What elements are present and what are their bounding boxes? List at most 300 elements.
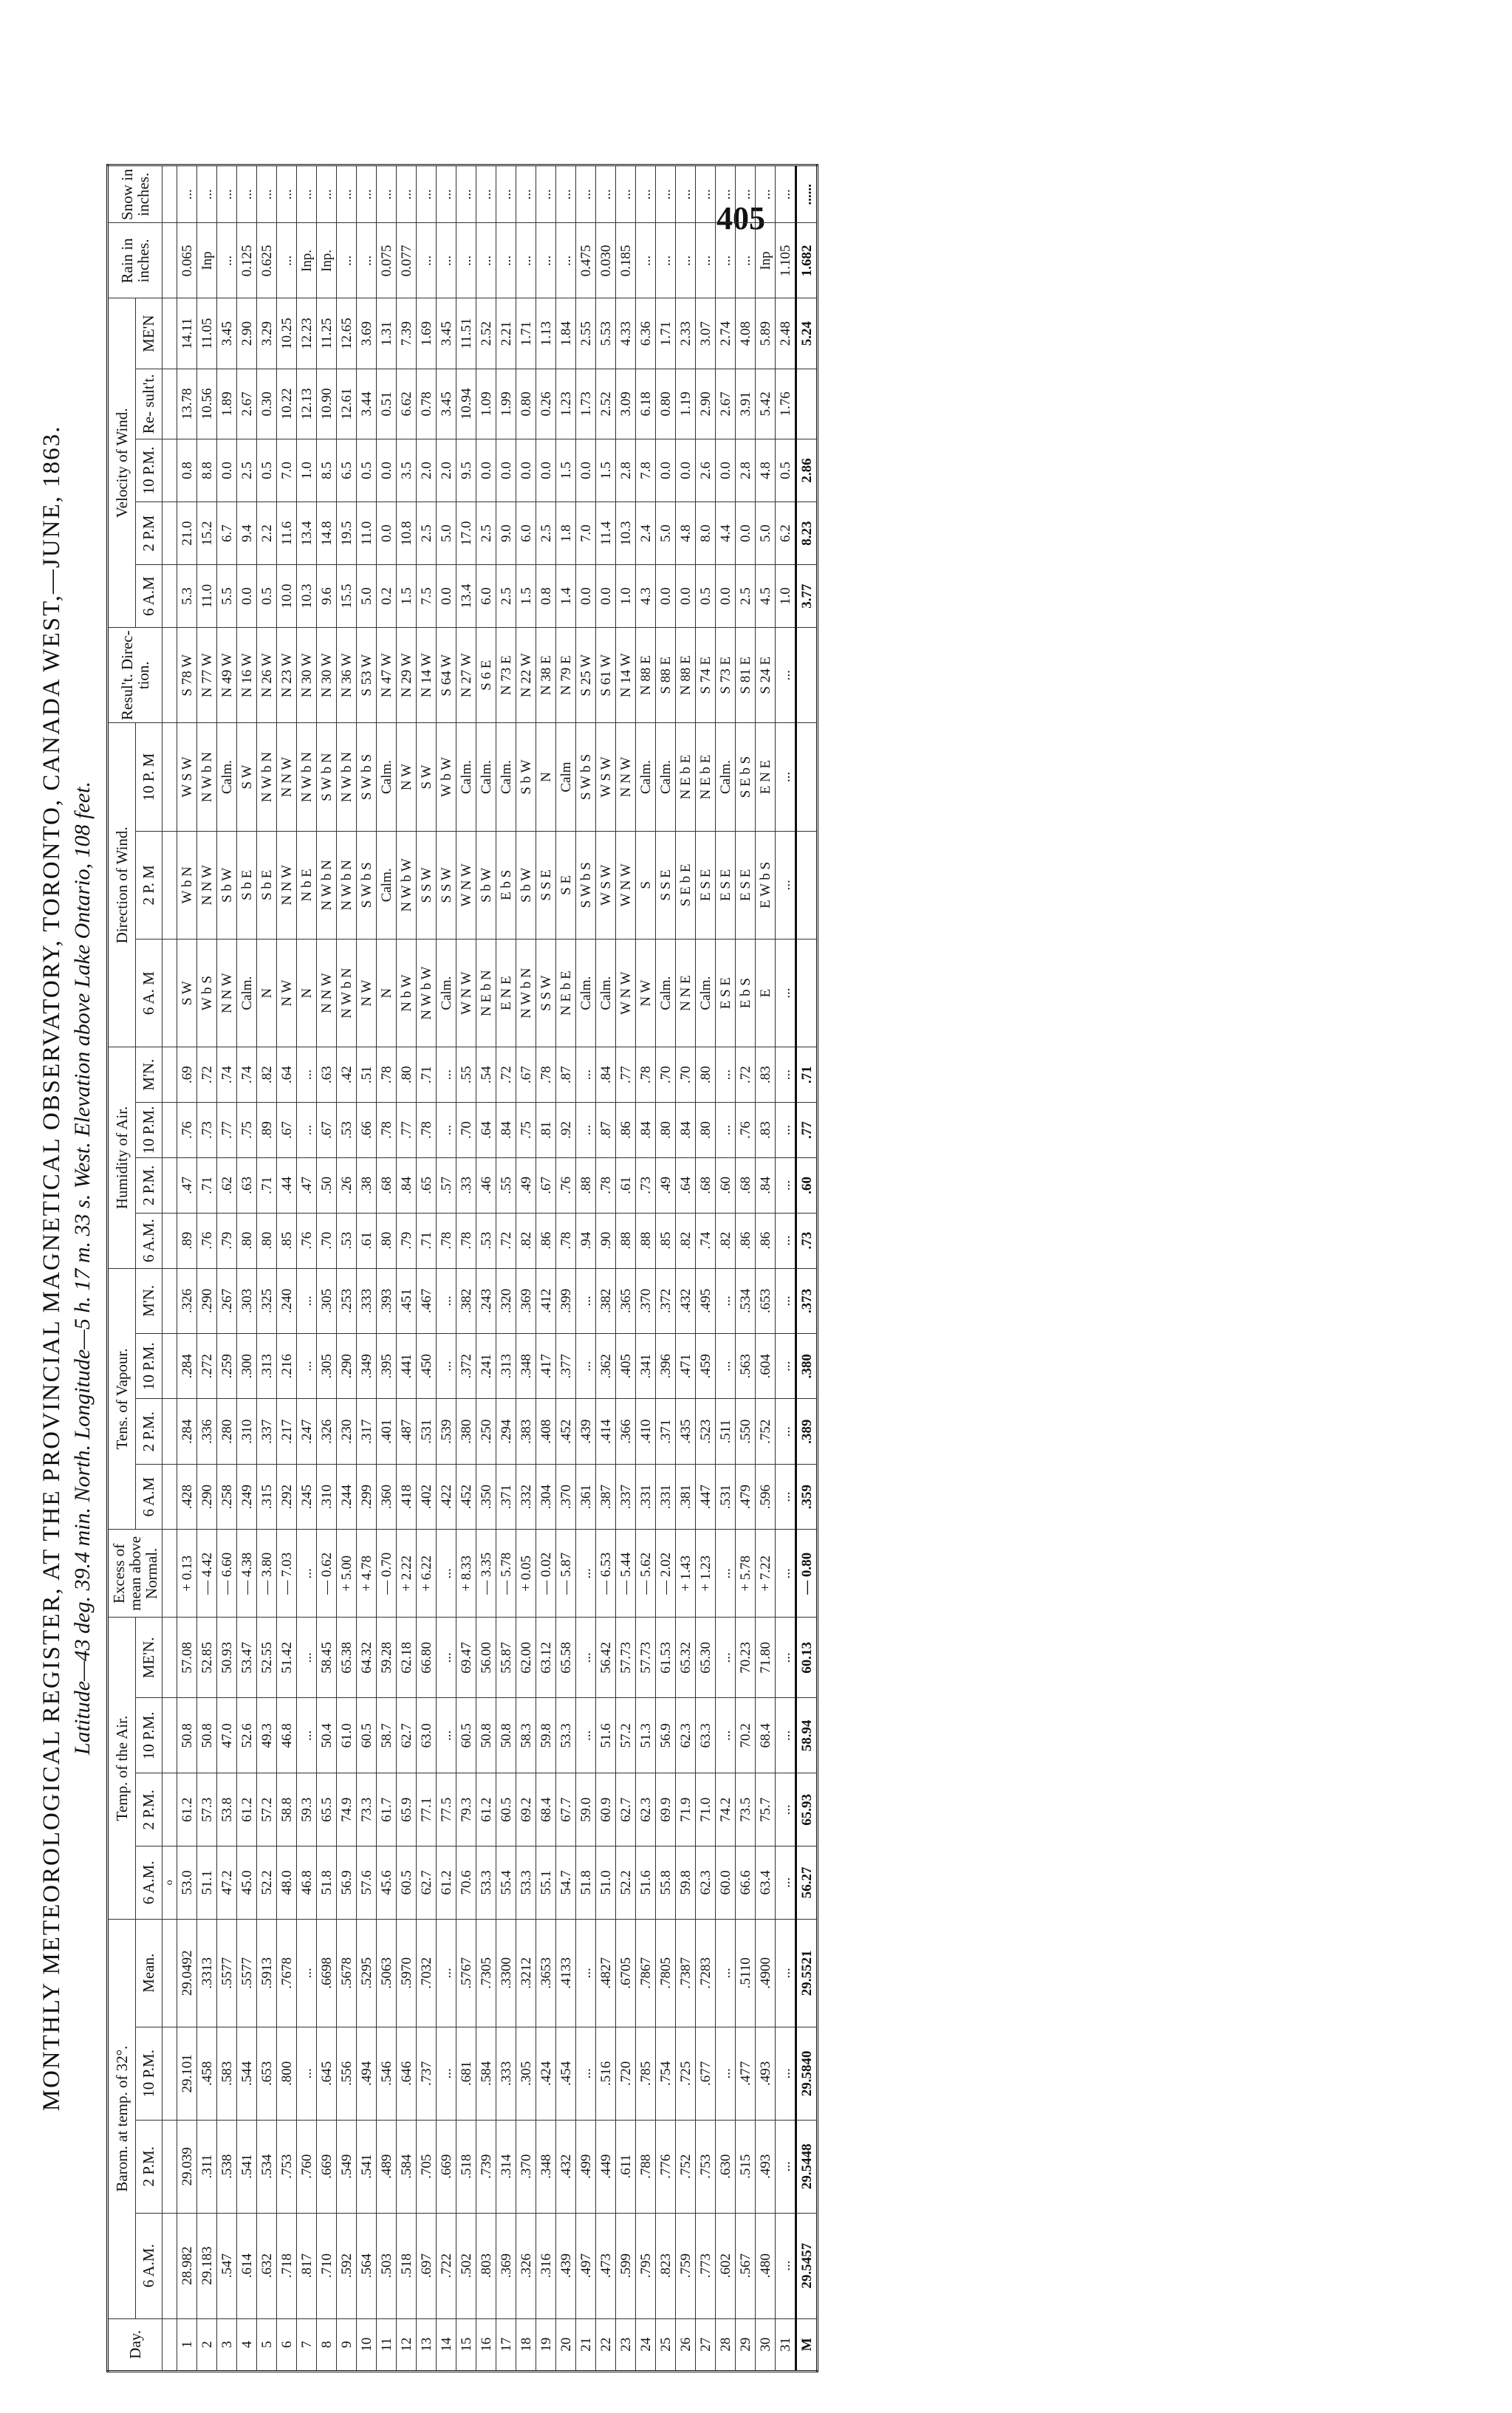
cell-d2: S <box>636 831 656 939</box>
cell-b10: ... <box>776 2027 796 2120</box>
cell-v2: .310 <box>237 1399 257 1464</box>
cell-t2: 77.5 <box>437 1773 456 1846</box>
cell-b6: 29.5457 <box>796 2213 818 2318</box>
cell-rain: ... <box>656 223 676 298</box>
cell-t2: 60.5 <box>496 1773 516 1846</box>
cell-h6: .82 <box>516 1213 536 1268</box>
cell-d10: S b W <box>516 723 536 831</box>
cell-wr: 2.52 <box>596 369 616 439</box>
cell-wr: 0.80 <box>656 369 676 439</box>
cell-w6: 0.0 <box>656 565 676 628</box>
cell-hm: .71 <box>417 1047 437 1103</box>
cell-v10: .313 <box>496 1334 516 1399</box>
cell-res: N 49 W <box>217 628 237 723</box>
cell-h10: .78 <box>417 1103 437 1158</box>
cell-v10: ... <box>576 1334 596 1399</box>
cell-tm: ... <box>716 1618 736 1698</box>
cell-rain: ... <box>357 223 377 298</box>
cell-hm: ... <box>297 1047 317 1103</box>
cell-t10: 60.5 <box>456 1698 476 1773</box>
cell-vm: .393 <box>377 1268 397 1334</box>
cell-wr: 3.09 <box>616 369 636 439</box>
cell-hm: .72 <box>197 1047 217 1103</box>
cell-b6: .602 <box>716 2213 736 2318</box>
cell-b10: 29.101 <box>177 2027 197 2120</box>
cell-ex: — 0.70 <box>377 1530 397 1618</box>
cell-t6: 55.4 <box>496 1846 516 1920</box>
cell-t6: 60.5 <box>397 1846 417 1920</box>
cell-snow: ... <box>297 165 317 223</box>
cell-t6: 52.2 <box>616 1846 636 1920</box>
cell-b2: .669 <box>317 2120 337 2213</box>
cell-d2: N N W <box>197 831 217 939</box>
cell-d10: S W b S <box>357 723 377 831</box>
cell-t2: 62.7 <box>616 1773 636 1846</box>
cell-w2: 0.0 <box>377 502 397 565</box>
cell-vm: .325 <box>257 1268 277 1334</box>
cell-b2: .541 <box>237 2120 257 2213</box>
cell-bm: .7387 <box>676 1919 696 2027</box>
cell-w2: 19.5 <box>337 502 357 565</box>
cell-v6: .249 <box>237 1464 257 1529</box>
table-row <box>337 165 357 2372</box>
cell-t2: 65.5 <box>317 1773 337 1846</box>
cell-d6: N <box>297 939 317 1047</box>
cell-wm: 1.69 <box>417 298 437 369</box>
cell-h6: .53 <box>476 1213 496 1268</box>
cell-b6: .502 <box>456 2213 476 2318</box>
cell-w2: 8.0 <box>696 502 716 565</box>
cell-d6: N <box>257 939 277 1047</box>
cell-t10: 53.3 <box>556 1698 576 1773</box>
cell-wm: 5.53 <box>596 298 616 369</box>
cell-b6: .326 <box>516 2213 536 2318</box>
cell-snow: ... <box>516 165 536 223</box>
cell-b6: .823 <box>656 2213 676 2318</box>
cell-t2: 59.3 <box>297 1773 317 1846</box>
cell-b2: .432 <box>556 2120 576 2213</box>
cell-h10: .84 <box>676 1103 696 1158</box>
cell-b10: ... <box>716 2027 736 2120</box>
cell-res: S 74 E <box>696 628 716 723</box>
cell-d6: N W <box>357 939 377 1047</box>
cell-w6: 4.5 <box>756 565 776 628</box>
cell-h6: .82 <box>676 1213 696 1268</box>
cell-day: 12 <box>397 2318 417 2371</box>
cell-d2: E b S <box>496 831 516 939</box>
cell-t2: 69.2 <box>516 1773 536 1846</box>
cell-wm: 4.08 <box>736 298 756 369</box>
cell-day: 18 <box>516 2318 536 2371</box>
cell-w6: 0.2 <box>377 565 397 628</box>
cell-h6: .80 <box>257 1213 277 1268</box>
cell-wm: 1.13 <box>536 298 556 369</box>
cell-wm: 1.84 <box>556 298 576 369</box>
cell-rain: ... <box>556 223 576 298</box>
cell-d2: S S W <box>437 831 456 939</box>
cell-h6: .80 <box>377 1213 397 1268</box>
cell-bm: ... <box>776 1919 796 2027</box>
cell-w10: 2.8 <box>616 439 636 502</box>
cell-t2: 61.2 <box>476 1773 496 1846</box>
cell-d6: N N W <box>317 939 337 1047</box>
cell-wm: 2.90 <box>237 298 257 369</box>
cell-b10: .556 <box>337 2027 357 2120</box>
sub-baro-mean: Mean. <box>135 1919 162 2027</box>
cell-t2: ... <box>776 1773 796 1846</box>
cell-w6: 0.5 <box>257 565 277 628</box>
cell-t2: 60.9 <box>596 1773 616 1846</box>
cell-wr: 3.44 <box>357 369 377 439</box>
cell-wr: 12.13 <box>297 369 317 439</box>
cell-v10: .395 <box>377 1334 397 1399</box>
cell-d2: S S E <box>536 831 556 939</box>
cell-day: 22 <box>596 2318 616 2371</box>
cell-h6: ... <box>776 1213 796 1268</box>
cell-ex: — 5.78 <box>496 1530 516 1618</box>
cell-h2: .49 <box>516 1157 536 1213</box>
cell-t6: 61.2 <box>437 1846 456 1920</box>
header-wind-direction: Direction of Wind. <box>108 723 136 1047</box>
cell-res: N 77 W <box>197 628 217 723</box>
cell-v2: .523 <box>696 1399 716 1464</box>
cell-bm: .7032 <box>417 1919 437 2027</box>
cell-v10: .563 <box>736 1334 756 1399</box>
sub-vap-10pm: 10 P.M. <box>135 1334 162 1399</box>
cell-h10: ... <box>716 1103 736 1158</box>
cell-tm: 64.32 <box>357 1618 377 1698</box>
cell-w6: 10.3 <box>297 565 317 628</box>
cell-tm: 51.42 <box>277 1618 297 1698</box>
table-row <box>676 165 696 2372</box>
cell-day: 28 <box>716 2318 736 2371</box>
cell-b2: .311 <box>197 2120 217 2213</box>
cell-h6: .71 <box>417 1213 437 1268</box>
cell-rain: ... <box>437 223 456 298</box>
cell-day: 19 <box>536 2318 556 2371</box>
cell-hm: .84 <box>596 1047 616 1103</box>
cell-w10: 0.0 <box>377 439 397 502</box>
cell-w6: 3.77 <box>796 565 818 628</box>
register-title: MONTHLY METEOROLOGICAL REGISTER, AT THE PROVINCIAL MAGNETICAL OBSERVATORY, TORONTO, CANADA WEST,—JUNE, 1863. <box>38 425 65 2112</box>
cell-res: N 26 W <box>257 628 277 723</box>
cell-h2: .68 <box>377 1157 397 1213</box>
cell-bm: .5767 <box>456 1919 476 2027</box>
cell-t6: 62.3 <box>696 1846 716 1920</box>
cell-hm: .72 <box>736 1047 756 1103</box>
table-row <box>636 165 656 2372</box>
cell-vm: .382 <box>596 1268 616 1334</box>
table-row <box>576 165 596 2372</box>
table-row <box>736 165 756 2372</box>
cell-d2: N b E <box>297 831 317 939</box>
table-row <box>516 165 536 2372</box>
cell-b6: .497 <box>576 2213 596 2318</box>
cell-day: 2 <box>197 2318 217 2371</box>
cell-vm: .653 <box>756 1268 776 1334</box>
cell-bm: ... <box>716 1919 736 2027</box>
cell-t6: 51.1 <box>197 1846 217 1920</box>
cell-hm: ... <box>576 1047 596 1103</box>
cell-tm: 57.73 <box>616 1618 636 1698</box>
cell-h6: .76 <box>297 1213 317 1268</box>
cell-w6: 0.0 <box>576 565 596 628</box>
cell-hm: .74 <box>217 1047 237 1103</box>
cell-wm: 3.45 <box>437 298 456 369</box>
cell-h6: .78 <box>556 1213 576 1268</box>
cell-ex: + 5.00 <box>337 1530 357 1618</box>
cell-snow: ... <box>197 165 217 223</box>
cell-v10: .348 <box>516 1334 536 1399</box>
table-row <box>556 165 576 2372</box>
cell-day: 10 <box>357 2318 377 2371</box>
header-temperature: Temp. of the Air. <box>108 1618 136 1919</box>
cell-day: M <box>796 2318 818 2371</box>
cell-h6: .61 <box>357 1213 377 1268</box>
cell-wr: 3.45 <box>437 369 456 439</box>
cell-t6: 54.7 <box>556 1846 576 1920</box>
cell-w2: 2.5 <box>476 502 496 565</box>
cell-bm: .3653 <box>536 1919 556 2027</box>
cell-wr: 1.89 <box>217 369 237 439</box>
cell-bm: .5063 <box>377 1919 397 2027</box>
cell-wr: 10.22 <box>277 369 297 439</box>
meteorological-table <box>106 164 818 2372</box>
cell-d2: E W b S <box>756 831 776 939</box>
cell-v6: .244 <box>337 1464 357 1529</box>
cell-d6: N N W <box>217 939 237 1047</box>
cell-w2: 11.6 <box>277 502 297 565</box>
cell-d2: S S E <box>656 831 676 939</box>
cell-d10: Calm. <box>496 723 516 831</box>
cell-w2: 5.0 <box>656 502 676 565</box>
cell-d2: S E b E <box>676 831 696 939</box>
cell-tm: 59.28 <box>377 1618 397 1698</box>
cell-v10: .290 <box>337 1334 357 1399</box>
cell-ex: + 1.43 <box>676 1530 696 1618</box>
cell-wm: 7.39 <box>397 298 417 369</box>
cell-h6: .86 <box>736 1213 756 1268</box>
cell-snow: ... <box>576 165 596 223</box>
cell-w10: 9.5 <box>456 439 476 502</box>
cell-v6: .331 <box>656 1464 676 1529</box>
cell-wr: 10.56 <box>197 369 217 439</box>
sub-hum-mean: M'N. <box>135 1047 162 1103</box>
cell-snow: ... <box>536 165 556 223</box>
cell-vm: .467 <box>417 1268 437 1334</box>
cell-h10: .64 <box>476 1103 496 1158</box>
cell-w6: 0.0 <box>437 565 456 628</box>
cell-rain: 1.105 <box>776 223 796 298</box>
cell-d10: E N E <box>756 723 776 831</box>
cell-b10: ... <box>297 2027 317 2120</box>
cell-w2: 8.23 <box>796 502 818 565</box>
cell-wr <box>796 369 818 439</box>
cell-snow: ... <box>556 165 576 223</box>
cell-hm: .55 <box>456 1047 476 1103</box>
cell-rain: ... <box>496 223 516 298</box>
cell-d2: S W b S <box>576 831 596 939</box>
cell-ex: — 4.38 <box>237 1530 257 1618</box>
cell-wr: 2.67 <box>237 369 257 439</box>
cell-wm: 14.11 <box>177 298 197 369</box>
cell-d10: N W b N <box>257 723 277 831</box>
cell-d10: W S W <box>596 723 616 831</box>
cell-h6: .74 <box>696 1213 716 1268</box>
cell-vm: .240 <box>277 1268 297 1334</box>
cell-ex: + 2.22 <box>397 1530 417 1618</box>
cell-w10: 0.0 <box>217 439 237 502</box>
cell-h6: .85 <box>656 1213 676 1268</box>
cell-res: ... <box>776 628 796 723</box>
cell-b6: 29.183 <box>197 2213 217 2318</box>
cell-h10: .84 <box>636 1103 656 1158</box>
cell-t10: 58.7 <box>377 1698 397 1773</box>
cell-snow: ... <box>456 165 476 223</box>
cell-rain: Inp <box>756 223 776 298</box>
cell-b6: .480 <box>756 2213 776 2318</box>
cell-v10: .313 <box>257 1334 277 1399</box>
table-row <box>397 165 417 2372</box>
cell-rain: ... <box>636 223 656 298</box>
cell-bm: .3313 <box>197 1919 217 2027</box>
header-day: Day. <box>108 2318 163 2371</box>
cell-h6: .82 <box>716 1213 736 1268</box>
cell-tm: 52.55 <box>257 1618 277 1698</box>
sub-temp-6am: 6 A.M. <box>135 1846 162 1920</box>
cell-b10: .584 <box>476 2027 496 2120</box>
cell-ex: — 5.87 <box>556 1530 576 1618</box>
cell-rain: 0.125 <box>237 223 257 298</box>
cell-b10: .544 <box>237 2027 257 2120</box>
cell-day: 31 <box>776 2318 796 2371</box>
cell-d6: ... <box>776 939 796 1047</box>
group-header-row <box>108 165 136 2372</box>
cell-wm: 2.55 <box>576 298 596 369</box>
cell-d2: W N W <box>616 831 636 939</box>
table-row <box>317 165 337 2372</box>
cell-v6: .387 <box>596 1464 616 1529</box>
cell-b6: .803 <box>476 2213 496 2318</box>
cell-b2: .788 <box>636 2120 656 2213</box>
cell-w2: 9.0 <box>496 502 516 565</box>
cell-t6: 46.8 <box>297 1846 317 1920</box>
cell-b10: .516 <box>596 2027 616 2120</box>
cell-b6: .599 <box>616 2213 636 2318</box>
cell-w10: 1.5 <box>596 439 616 502</box>
cell-d6 <box>796 939 818 1047</box>
cell-d10: N <box>536 723 556 831</box>
cell-b6: ... <box>776 2213 796 2318</box>
cell-snow: ... <box>377 165 397 223</box>
cell-b10: .494 <box>357 2027 377 2120</box>
cell-vm: .303 <box>237 1268 257 1334</box>
cell-b2: .549 <box>337 2120 357 2213</box>
cell-v2: .550 <box>736 1399 756 1464</box>
cell-b2: .370 <box>516 2120 536 2213</box>
cell-h6: .88 <box>616 1213 636 1268</box>
cell-v2: .410 <box>636 1399 656 1464</box>
cell-h2: .55 <box>496 1157 516 1213</box>
cell-b6: .567 <box>736 2213 756 2318</box>
cell-wr: 1.73 <box>576 369 596 439</box>
cell-w2: 15.2 <box>197 502 217 565</box>
cell-v6: .479 <box>736 1464 756 1529</box>
cell-h10: .67 <box>317 1103 337 1158</box>
cell-hm: ... <box>716 1047 736 1103</box>
cell-t10: 47.0 <box>217 1698 237 1773</box>
cell-vm: .326 <box>177 1268 197 1334</box>
cell-day: 9 <box>337 2318 357 2371</box>
cell-snow: ... <box>417 165 437 223</box>
cell-tm: 65.32 <box>676 1618 696 1698</box>
cell-ex: ... <box>297 1530 317 1618</box>
cell-w2: 2.5 <box>417 502 437 565</box>
cell-d6: S W <box>177 939 197 1047</box>
cell-v2: ... <box>776 1399 796 1464</box>
cell-b6: .817 <box>297 2213 317 2318</box>
cell-wr: 1.23 <box>556 369 576 439</box>
cell-rain: Inp <box>197 223 217 298</box>
cell-w10: 0.8 <box>177 439 197 502</box>
cell-res: S 24 E <box>756 628 776 723</box>
cell-w2: 0.0 <box>736 502 756 565</box>
cell-h2: .68 <box>736 1157 756 1213</box>
cell-w10: 0.5 <box>257 439 277 502</box>
cell-wr: 1.76 <box>776 369 796 439</box>
cell-res: S 88 E <box>656 628 676 723</box>
cell-bm: .7678 <box>277 1919 297 2027</box>
cell-b2: .611 <box>616 2120 636 2213</box>
cell-d2: N W b W <box>397 831 417 939</box>
cell-v6: .299 <box>357 1464 377 1529</box>
cell-h10: .76 <box>177 1103 197 1158</box>
cell-w10: 0.0 <box>656 439 676 502</box>
cell-d6: N E b E <box>556 939 576 1047</box>
cell-t10: ... <box>776 1698 796 1773</box>
cell-res <box>796 628 818 723</box>
cell-h6: .90 <box>596 1213 616 1268</box>
cell-w2: 5.0 <box>756 502 776 565</box>
cell-wr: 0.30 <box>257 369 277 439</box>
sub-vap-2pm: 2 P.M. <box>135 1399 162 1464</box>
cell-t2: 57.2 <box>257 1773 277 1846</box>
cell-d10: W b W <box>437 723 456 831</box>
cell-t10: ... <box>437 1698 456 1773</box>
cell-t2: 59.0 <box>576 1773 596 1846</box>
cell-wr: 6.18 <box>636 369 656 439</box>
cell-h2: ... <box>776 1157 796 1213</box>
cell-t2: 65.9 <box>397 1773 417 1846</box>
table-row <box>237 165 257 2372</box>
cell-v2: .414 <box>596 1399 616 1464</box>
cell-snow: ... <box>616 165 636 223</box>
table-row <box>357 165 377 2372</box>
cell-t10: 56.9 <box>656 1698 676 1773</box>
cell-t10: 50.8 <box>496 1698 516 1773</box>
cell-bm: .4827 <box>596 1919 616 2027</box>
mean-row <box>796 165 818 2372</box>
cell-res: S 53 W <box>357 628 377 723</box>
cell-vm: .365 <box>616 1268 636 1334</box>
cell-rain: ... <box>337 223 357 298</box>
sub-temp-2pm: 2 P.M. <box>135 1773 162 1846</box>
cell-w6: 1.4 <box>556 565 576 628</box>
cell-w6: 2.5 <box>736 565 756 628</box>
cell-tm: 58.45 <box>317 1618 337 1698</box>
cell-d6: N <box>377 939 397 1047</box>
cell-hm: .70 <box>656 1047 676 1103</box>
